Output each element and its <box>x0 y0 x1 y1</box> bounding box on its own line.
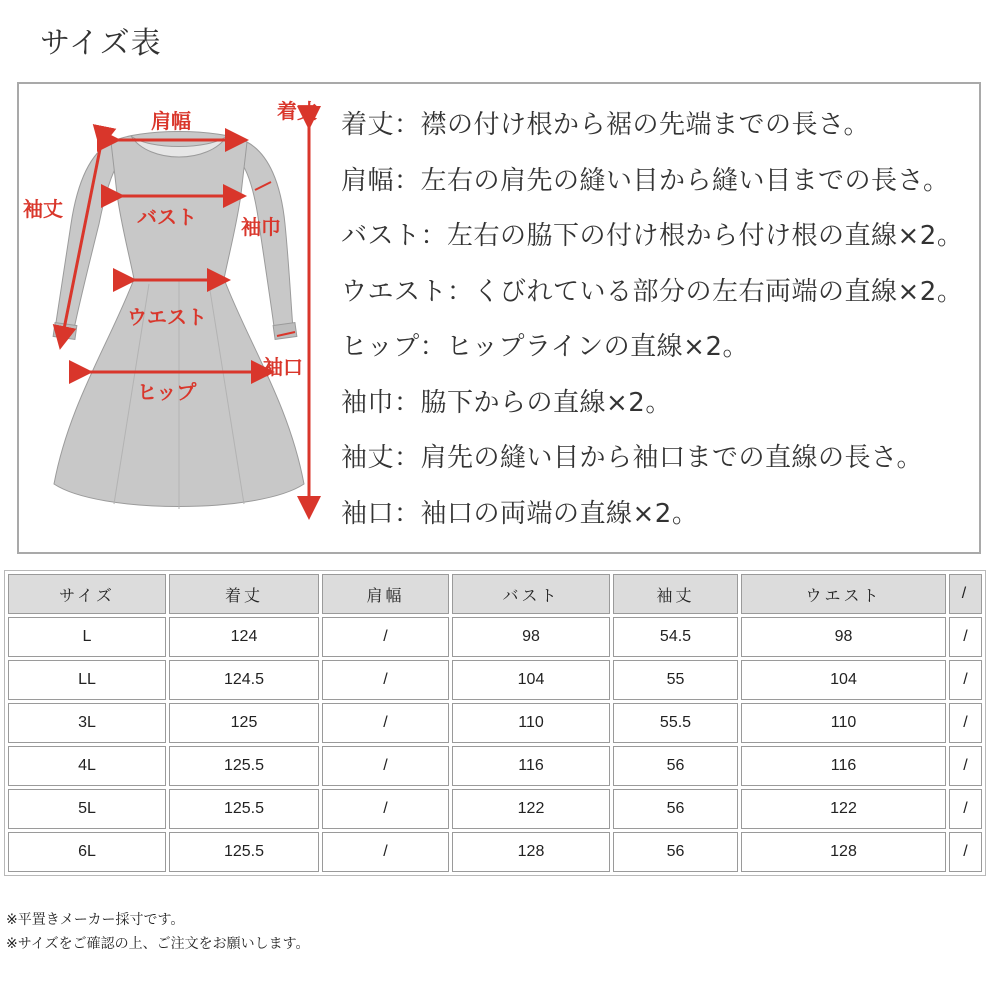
label-sleeve-width: 袖巾 <box>241 215 281 239</box>
table-row <box>8 660 982 700</box>
cell-length: 125 <box>169 703 319 743</box>
cell-sleeve-length: 56 <box>613 746 738 786</box>
cell-bust: 104 <box>452 660 610 700</box>
measurement-descriptions <box>341 101 963 545</box>
cell-waist: 116 <box>741 746 946 786</box>
note-confirm-size: ※サイズをご確認の上、ご注文をお願いします。 <box>6 936 310 952</box>
size-table <box>4 570 986 876</box>
cell-sleeve-length: 55 <box>613 660 738 700</box>
cell-size: 3L <box>8 703 166 743</box>
cell-waist: 110 <box>741 703 946 743</box>
cell-sleeve-length: 55.5 <box>613 703 738 743</box>
header-extra: / <box>949 574 982 614</box>
header-waist: ウエスト <box>741 574 946 614</box>
cell-length: 125.5 <box>169 789 319 829</box>
table-row <box>8 703 982 743</box>
desc-waist: ウエスト：くびれている部分の左右両端の直線×2。 <box>341 276 964 307</box>
desc-length: 着丈：襟の付け根から裾の先端までの長さ。 <box>341 110 870 140</box>
cell-bust: 128 <box>452 832 610 872</box>
notes-section <box>6 908 310 956</box>
cell-size: 6L <box>8 832 166 872</box>
sleeve-length-arrow <box>61 144 101 344</box>
cell-extra: / <box>949 617 982 657</box>
label-hip: ヒップ <box>137 380 197 404</box>
label-bust: バスト <box>137 205 197 229</box>
table-row <box>8 832 982 872</box>
desc-cuff: 袖口：袖口の両端の直線×2。 <box>341 498 699 529</box>
dress-illustration <box>19 84 339 554</box>
cell-shoulder: / <box>322 746 449 786</box>
cell-waist: 104 <box>741 660 946 700</box>
table-row <box>8 789 982 829</box>
cell-size: LL <box>8 660 166 700</box>
desc-sleeve-width: 袖巾：脇下からの直線×2。 <box>341 387 672 418</box>
cell-shoulder: / <box>322 703 449 743</box>
page-title: サイズ表 <box>40 26 162 61</box>
cell-extra: / <box>949 746 982 786</box>
cell-bust: 116 <box>452 746 610 786</box>
header-bust: バスト <box>452 574 610 614</box>
size-diagram-panel <box>17 82 981 554</box>
table-header-row <box>8 574 982 614</box>
header-shoulder: 肩幅 <box>322 574 449 614</box>
cell-sleeve-length: 54.5 <box>613 617 738 657</box>
cell-length: 125.5 <box>169 746 319 786</box>
desc-sleeve-length: 袖丈：肩先の縫い目から袖口までの直線の長さ。 <box>341 443 923 473</box>
cell-extra: / <box>949 660 982 700</box>
cell-length: 124 <box>169 617 319 657</box>
cell-waist: 98 <box>741 617 946 657</box>
label-length: 着丈 <box>277 99 317 123</box>
cell-size: 4L <box>8 746 166 786</box>
desc-hip: ヒップ：ヒップラインの直線×2。 <box>341 332 749 362</box>
label-waist: ウエスト <box>127 305 207 329</box>
cell-shoulder: / <box>322 617 449 657</box>
cell-length: 125.5 <box>169 832 319 872</box>
label-cuff: 袖口 <box>263 355 303 379</box>
header-sleeve-length: 袖丈 <box>613 574 738 614</box>
cell-size: 5L <box>8 789 166 829</box>
header-size: サイズ <box>8 574 166 614</box>
label-sleeve-length: 袖丈 <box>23 197 63 221</box>
cell-sleeve-length: 56 <box>613 789 738 829</box>
cell-waist: 128 <box>741 832 946 872</box>
cell-shoulder: / <box>322 660 449 700</box>
table-row <box>8 746 982 786</box>
cell-length: 124.5 <box>169 660 319 700</box>
header-length: 着丈 <box>169 574 319 614</box>
cell-bust: 98 <box>452 617 610 657</box>
cell-waist: 122 <box>741 789 946 829</box>
cell-extra: / <box>949 703 982 743</box>
table-row <box>8 617 982 657</box>
cell-bust: 122 <box>452 789 610 829</box>
label-shoulder: 肩幅 <box>151 109 191 133</box>
cell-extra: / <box>949 832 982 872</box>
cell-shoulder: / <box>322 832 449 872</box>
desc-bust: バスト：左右の脇下の付け根から付け根の直線×2。 <box>341 221 964 251</box>
cell-bust: 110 <box>452 703 610 743</box>
cell-sleeve-length: 56 <box>613 832 738 872</box>
cell-extra: / <box>949 789 982 829</box>
cell-shoulder: / <box>322 789 449 829</box>
desc-shoulder: 肩幅：左右の肩先の縫い目から縫い目までの長さ。 <box>341 165 950 196</box>
note-measurement: ※平置きメーカー採寸です。 <box>6 912 185 928</box>
cell-size: L <box>8 617 166 657</box>
